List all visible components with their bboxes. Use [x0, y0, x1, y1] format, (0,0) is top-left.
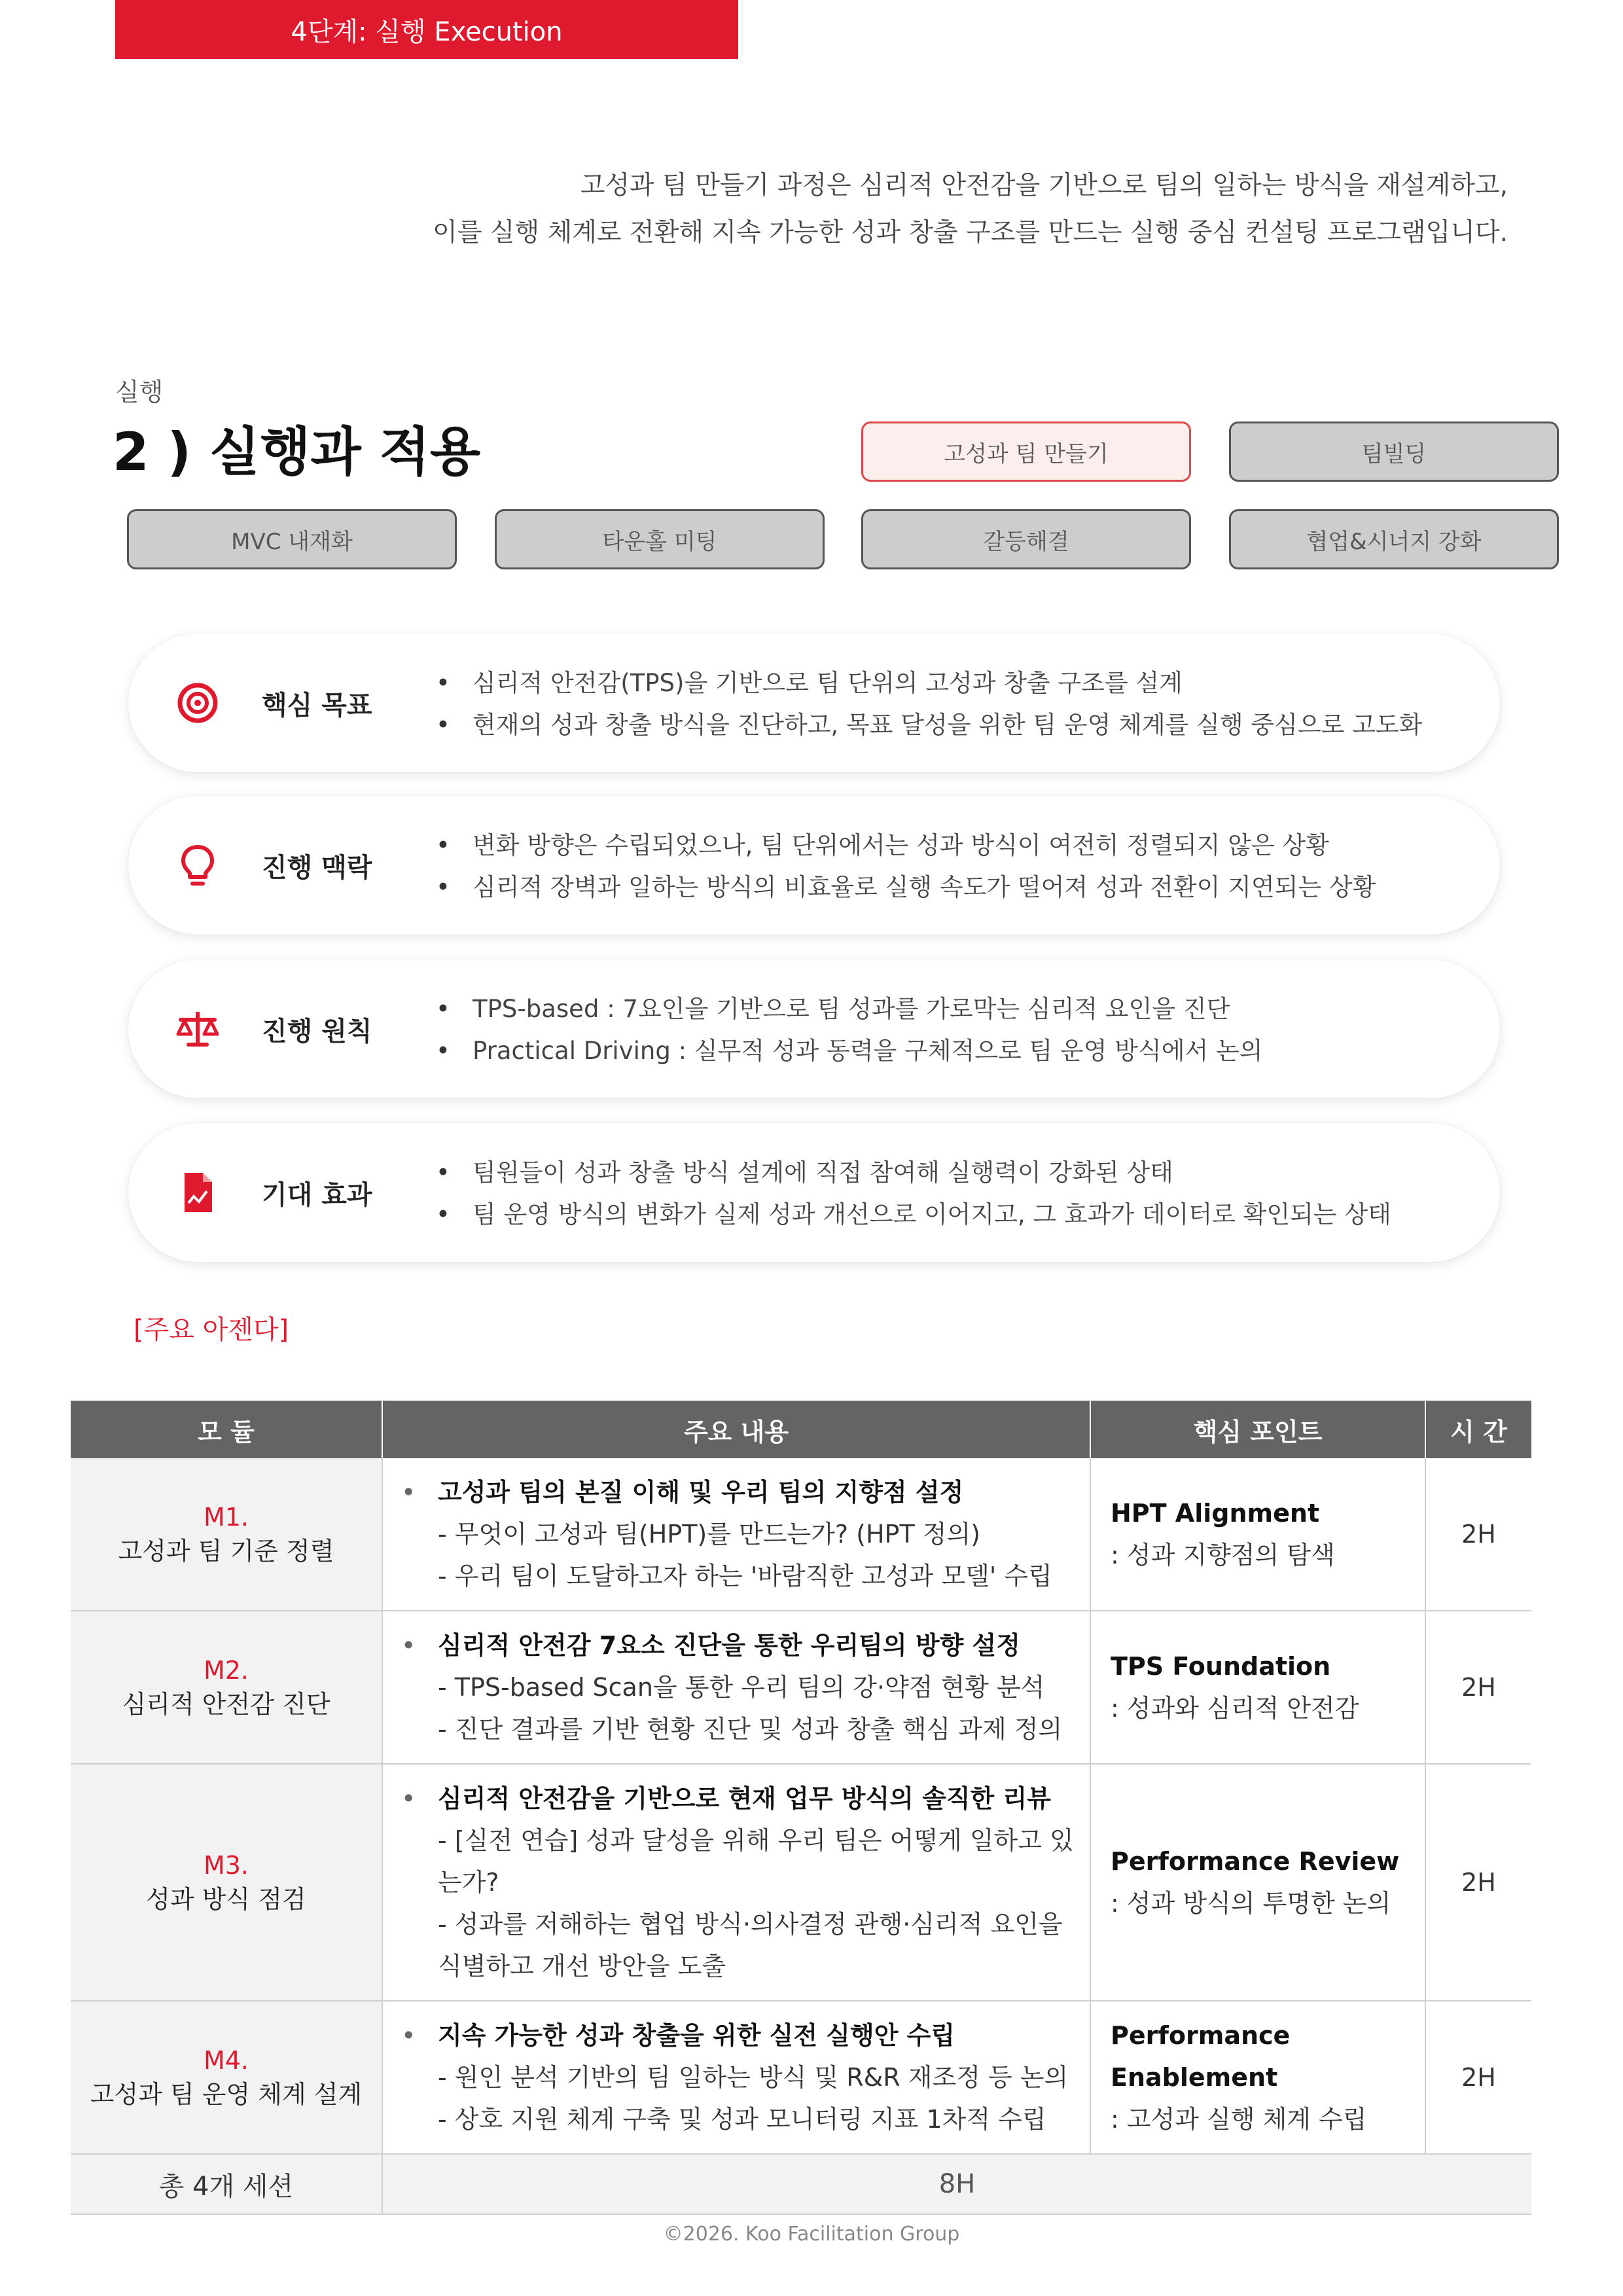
header-module: 모 듈: [71, 1401, 382, 1458]
intro-line: 이를 실행 체계로 전환해 지속 가능한 성과 창출 구조를 만드는 실행 중심 컨설팅 프로그램입니다.: [433, 218, 1508, 247]
card-bullets: [436, 1152, 1391, 1236]
content-line: - [실전 연습] 성과 달성을 위해 우리 팀은 어떻게 일하고 있는가?: [438, 1826, 1074, 1897]
section-title: 2 ) 실행과 적용: [113, 422, 481, 482]
point-title: HPT Alignment: [1111, 1499, 1320, 1528]
table-row: [71, 2001, 1531, 2154]
card-bullet: • TPS-based : 7요인을 기반으로 팀 성과를 가로막는 심리적 요인을 진단: [436, 988, 1262, 1030]
content-head: • 지속 가능한 성과 창출을 위한 실전 실행안 수립: [401, 2015, 1077, 2056]
stage-tab: 4단계: 실행 Execution: [115, 0, 738, 59]
content-line: - 원인 분석 기반의 팀 일하는 방식 및 R&R 재조정 등 논의: [438, 2063, 1069, 2092]
module-name: 성과 방식 점검: [146, 1885, 306, 1914]
content-line: - 진단 결과를 기반 현황 진단 및 성과 창출 핵심 과제 정의: [438, 1715, 1063, 1744]
card-bullets: [436, 988, 1262, 1072]
card-expected-effect: [128, 1123, 1500, 1262]
content-head: • 심리적 안전감을 기반으로 현재 업무 방식의 솔직한 리뷰: [401, 1778, 1077, 1820]
time-cell: 2H: [1425, 1611, 1531, 1764]
content-head: • 고성과 팀의 본질 이해 및 우리 팀의 지향점 설정: [401, 1471, 1077, 1513]
card-title: 진행 원칙: [262, 1016, 372, 1047]
table-header-row: [71, 1401, 1531, 1458]
chip-team-building[interactable]: 팀빌딩: [1229, 422, 1559, 482]
card-principles: [128, 960, 1500, 1098]
table-row: [71, 1764, 1531, 2001]
content-cell: [382, 1611, 1090, 1764]
card-bullet: • 팀원들이 성과 창출 방식 설계에 직접 참여해 실행력이 강화된 상태: [436, 1152, 1391, 1194]
content-line: - 상호 지원 체계 구축 및 성과 모니터링 지표 1차적 수립: [438, 2105, 1046, 2134]
module-code: M1.: [203, 1503, 249, 1532]
card-bullet: • 팀 운영 방식의 변화가 실제 성과 개선으로 이어지고, 그 효과가 데이터로 확인되는 상태: [436, 1194, 1391, 1236]
content-cell: [382, 1458, 1090, 1611]
card-context: [128, 796, 1500, 935]
document-chart-icon: [175, 1170, 220, 1215]
content-line: 식별하고 개선 방안을 도출: [438, 1952, 726, 1981]
header-point: 핵심 포인트: [1090, 1401, 1425, 1458]
content-cell: [382, 2001, 1090, 2154]
module-cell: [71, 1764, 382, 2001]
point-desc: : 고성과 실행 체계 수립: [1111, 2105, 1367, 2134]
chip-conflict[interactable]: 갈등해결: [861, 509, 1191, 569]
table-row: [71, 1458, 1531, 1611]
chip-collaboration[interactable]: 협업&시너지 강화: [1229, 509, 1559, 569]
card-bullet: • Practical Driving : 실무적 성과 동력을 구체적으로 팀 운영 방식에서 논의: [436, 1030, 1262, 1072]
time-cell: 2H: [1425, 1458, 1531, 1611]
card-bullet: • 심리적 안전감(TPS)을 기반으로 팀 단위의 고성과 창출 구조를 설계: [436, 662, 1422, 704]
chip-mvc[interactable]: MVC 내재화: [127, 509, 457, 569]
point-title: TPS Foundation: [1111, 1652, 1331, 1681]
card-title: 기대 효과: [262, 1179, 372, 1210]
content-line: - 우리 팀이 도달하고자 하는 '바람직한 고성과 모델' 수립: [438, 1562, 1052, 1590]
point-desc: : 성과와 심리적 안전감: [1111, 1694, 1359, 1723]
content-line: - TPS-based Scan을 통한 우리 팀의 강·약점 현황 분석: [438, 1673, 1045, 1702]
content-line: - 성과를 저해하는 협업 방식·의사결정 관행·심리적 요인을: [438, 1910, 1063, 1939]
chip-high-performance-team[interactable]: 고성과 팀 만들기: [861, 422, 1191, 482]
content-cell: [382, 1764, 1090, 2001]
module-name: 고성과 팀 운영 체계 설계: [90, 2080, 363, 2109]
total-time: 8H: [382, 2154, 1531, 2214]
module-code: M2.: [203, 1656, 249, 1685]
module-name: 심리적 안전감 진단: [122, 1690, 330, 1719]
module-code: M3.: [203, 1851, 249, 1880]
chip-townhall[interactable]: 타운홀 미팅: [495, 509, 825, 569]
point-cell: [1090, 1764, 1425, 2001]
card-core-goal: [128, 634, 1500, 772]
header-time: 시 간: [1425, 1401, 1531, 1458]
table-row: [71, 1611, 1531, 1764]
point-desc: : 성과 방식의 투명한 논의: [1111, 1889, 1391, 1918]
agenda-table: [71, 1401, 1531, 2215]
point-cell: [1090, 1458, 1425, 1611]
card-bullet: • 심리적 장벽과 일하는 방식의 비효율로 실행 속도가 떨어져 성과 전환이 지연되는 상황: [436, 867, 1376, 908]
section-label: 실행: [115, 378, 164, 406]
target-icon: [175, 681, 220, 725]
module-cell: [71, 1611, 382, 1764]
content-head: • 심리적 안전감 7요소 진단을 통한 우리팀의 방향 설정: [401, 1624, 1077, 1666]
card-title: 진행 맥락: [262, 852, 372, 883]
time-cell: 2H: [1425, 1764, 1531, 2001]
card-bullets: [436, 825, 1376, 908]
card-bullet: • 현재의 성과 창출 방식을 진단하고, 목표 달성을 위한 팀 운영 체계를 실행 중심으로 고도화: [436, 704, 1422, 746]
point-cell: [1090, 1611, 1425, 1764]
point-desc: : 성과 지향점의 탐색: [1111, 1541, 1335, 1570]
total-label: 총 4개 세션: [71, 2154, 382, 2214]
point-cell: [1090, 2001, 1425, 2154]
intro-text: [264, 162, 1508, 257]
point-title: Performance Enablement: [1111, 2021, 1291, 2092]
card-bullet: • 변화 방향은 수립되었으나, 팀 단위에서는 성과 방식이 여전히 정렬되지 않은 상황: [436, 825, 1376, 867]
card-bullets: [436, 662, 1422, 746]
point-title: Performance Review: [1111, 1847, 1400, 1876]
intro-line: 고성과 팀 만들기 과정은 심리적 안전감을 기반으로 팀의 일하는 방식을 재설계하고,: [580, 171, 1508, 200]
lightbulb-icon: [175, 843, 220, 888]
header-content: 주요 내용: [382, 1401, 1090, 1458]
agenda-label: [주요 아젠다]: [134, 1315, 289, 1345]
table-total-row: [71, 2154, 1531, 2214]
module-code: M4.: [203, 2046, 249, 2075]
module-cell: [71, 1458, 382, 1611]
scale-icon: [175, 1007, 220, 1051]
time-cell: 2H: [1425, 2001, 1531, 2154]
footer-copyright: ©2026. Koo Facilitation Group: [663, 2223, 960, 2246]
module-name: 고성과 팀 기준 정렬: [118, 1537, 334, 1566]
module-cell: [71, 2001, 382, 2154]
content-line: - 무엇이 고성과 팀(HPT)를 만드는가? (HPT 정의): [438, 1520, 980, 1549]
card-title: 핵심 목표: [262, 690, 372, 721]
